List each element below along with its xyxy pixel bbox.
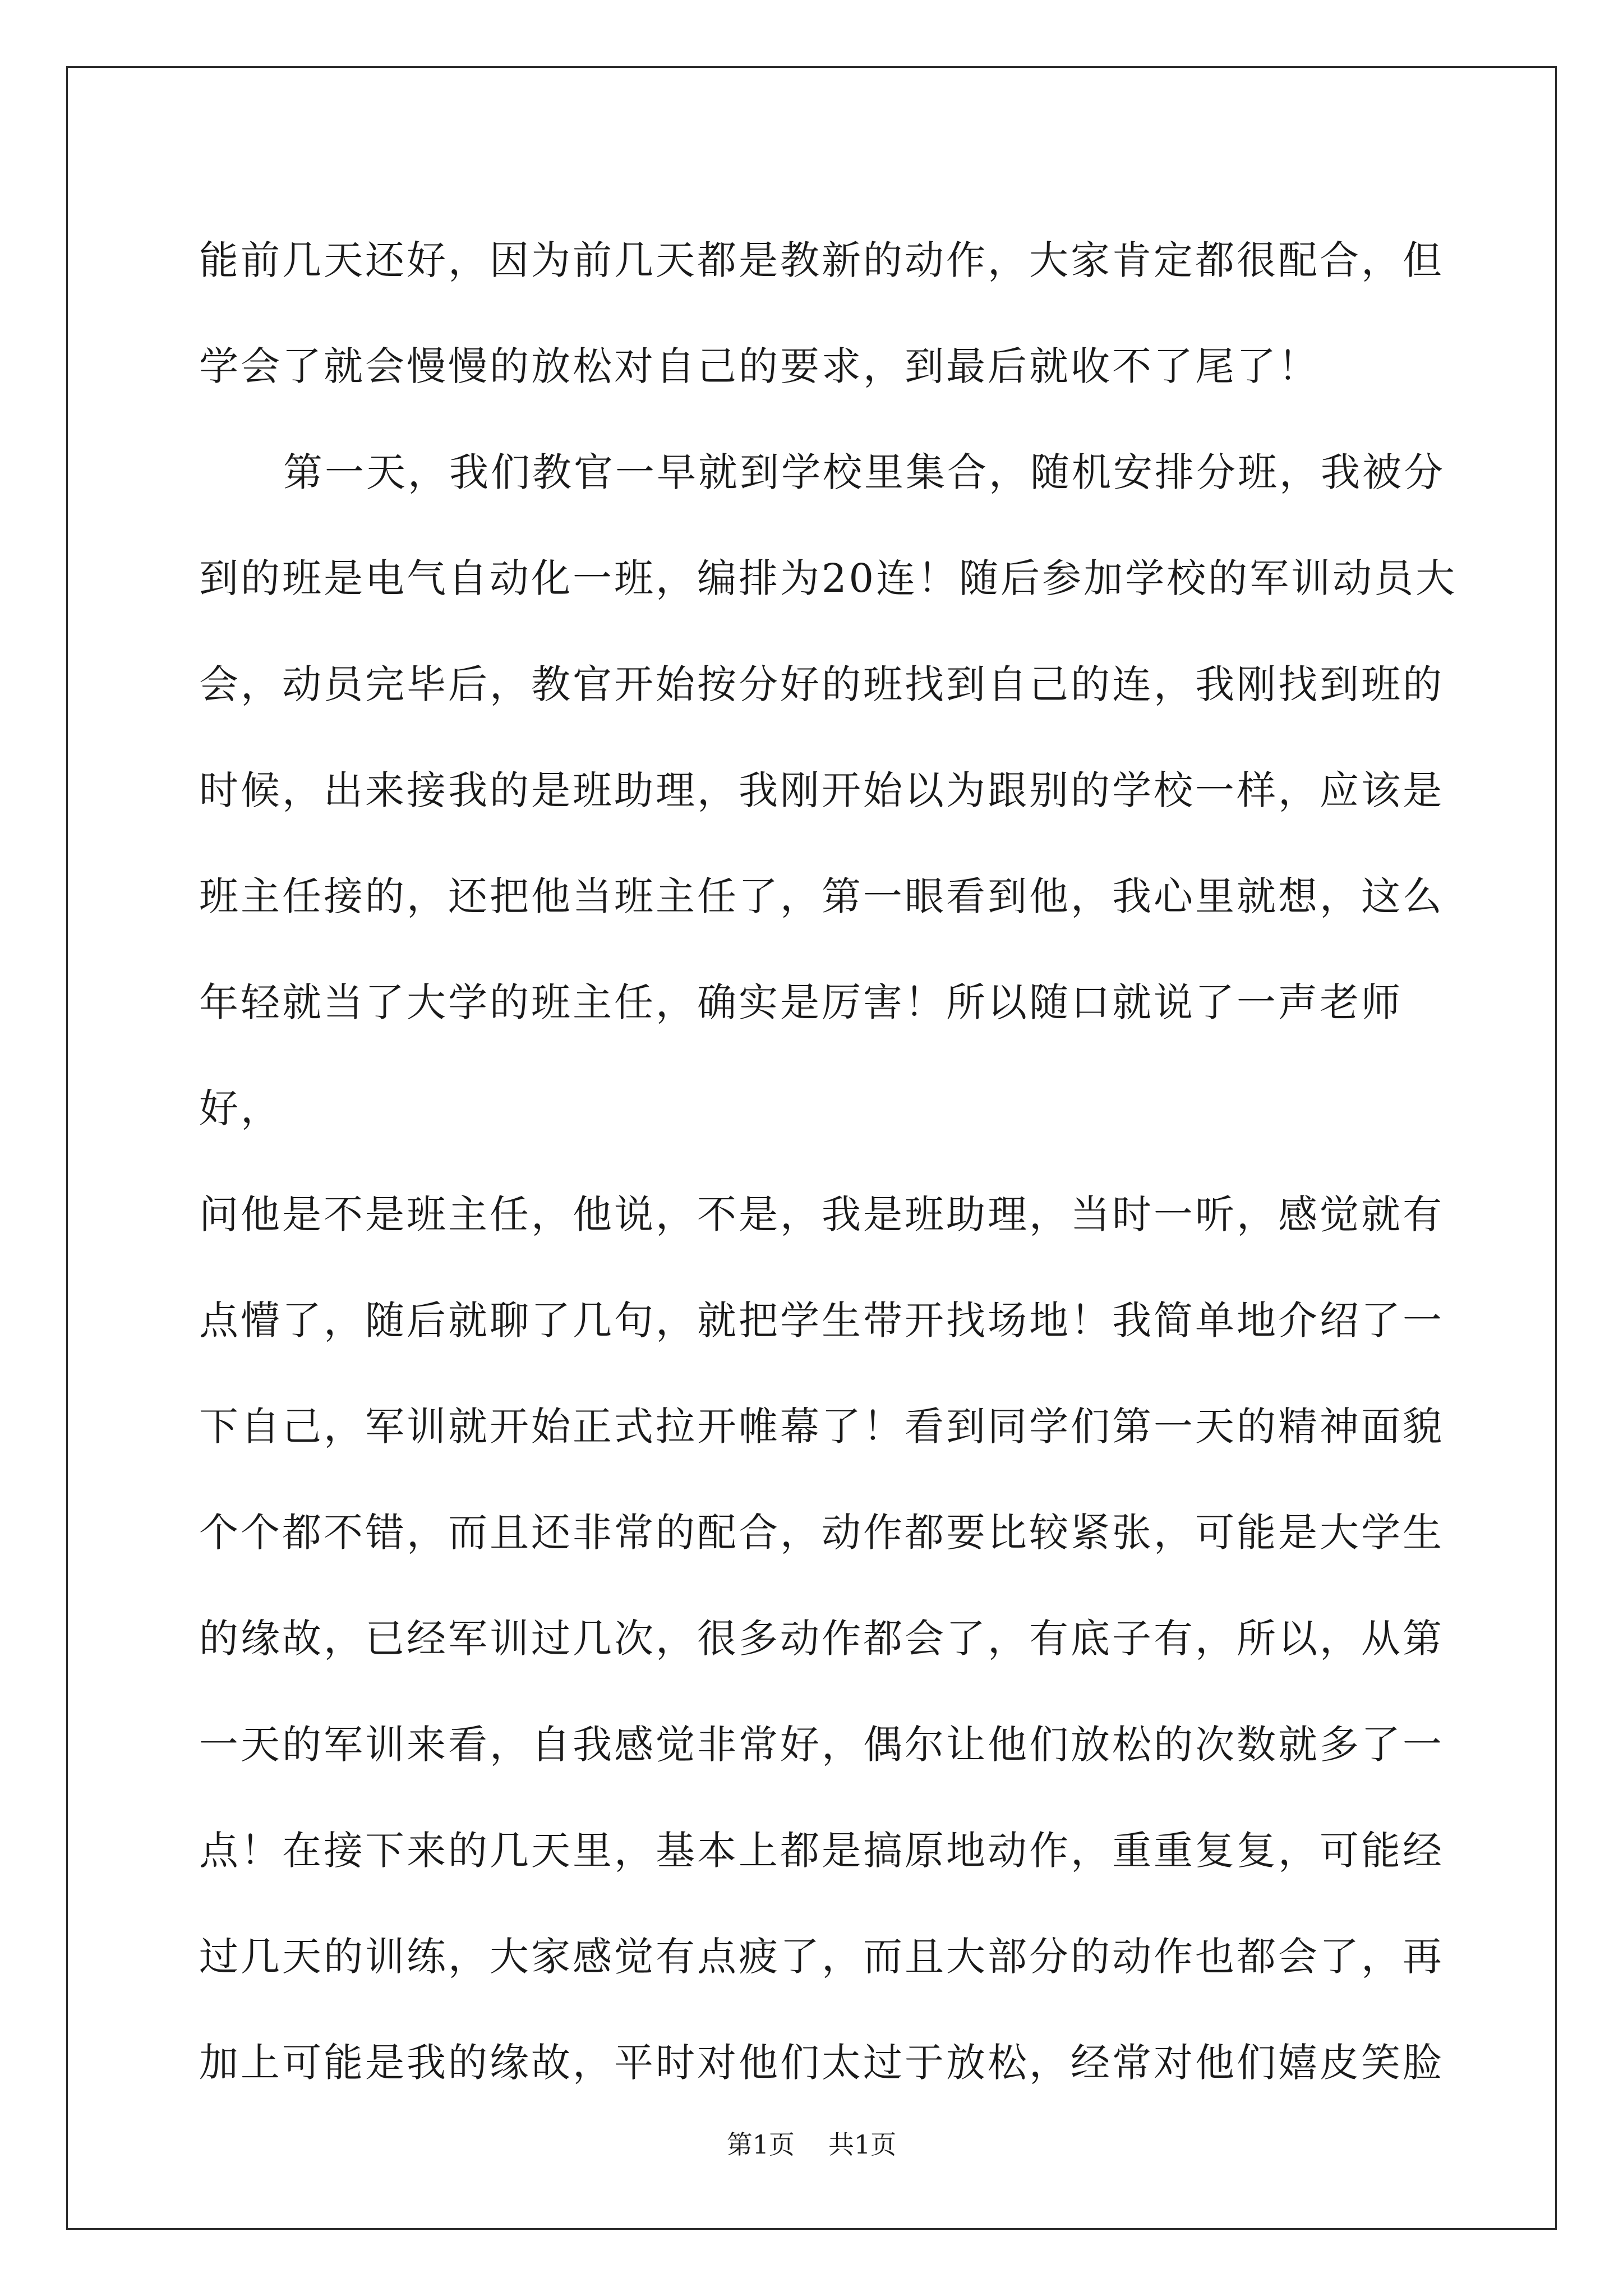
text-line: 点！在接下来的几天里，基本上都是搞原地动作，重重复复，可能经 <box>199 1828 1444 1874</box>
text-line: 下自己，军训就开始正式拉开帷幕了！看到同学们第一天的精神面貌 <box>199 1404 1444 1450</box>
paragraph-2 <box>199 420 1461 2116</box>
text-line: 一天的军训来看，自我感觉非常好，偶尔让他们放松的次数就多了一 <box>199 1722 1444 1768</box>
text-line: 学会了就会慢慢的放松对自己的要求，到最后就收不了尾了！ <box>199 343 1320 389</box>
text-line: 时候，出来接我的是班助理，我刚开始以为跟别的学校一样，应该是 <box>199 767 1444 813</box>
text-line: 会，动员完毕后，教官开始按分好的班找到自己的连，我刚找到班的 <box>199 661 1444 707</box>
document-body <box>199 208 1461 2116</box>
text-line: 问他是不是班主任，他说，不是，我是班助理，当时一听，感觉就有 <box>199 1191 1444 1237</box>
page-total: 共1页 <box>828 2129 897 2160</box>
text-line: 到的班是电气自动化一班，编排为20连！随后参加学校的军训动员大 <box>199 555 1458 601</box>
text-line: 加上可能是我的缘故，平时对他们太过于放松，经常对他们嬉皮笑脸 <box>199 2040 1444 2086</box>
text-line: 的缘故，已经军训过几次，很多动作都会了，有底子有，所以，从第 <box>199 1616 1444 1662</box>
text-line: 点懵了，随后就聊了几句，就把学生带开找场地！我简单地介绍了一 <box>199 1297 1444 1343</box>
text-line: 个个都不错，而且还非常的配合，动作都要比较紧张，可能是大学生 <box>199 1510 1444 1556</box>
text-line: 年轻就当了大学的班主任，确实是厉害！所以随口就说了一声老师好， <box>199 979 1403 1131</box>
page-number: 第1页 <box>726 2129 795 2160</box>
paragraph-1 <box>199 208 1461 420</box>
text-line: 班主任接的，还把他当班主任了，第一眼看到他，我心里就想，这么 <box>199 873 1444 919</box>
text-line: 过几天的训练，大家感觉有点疲了，而且大部分的动作也都会了，再 <box>199 1934 1444 1980</box>
text-line: 能前几天还好，因为前几天都是教新的动作，大家肯定都很配合，但 <box>199 237 1444 283</box>
text-line: 第一天，我们教官一早就到学校里集合，随机安排分班，我被分 <box>283 449 1445 495</box>
page-footer <box>0 2128 1623 2161</box>
